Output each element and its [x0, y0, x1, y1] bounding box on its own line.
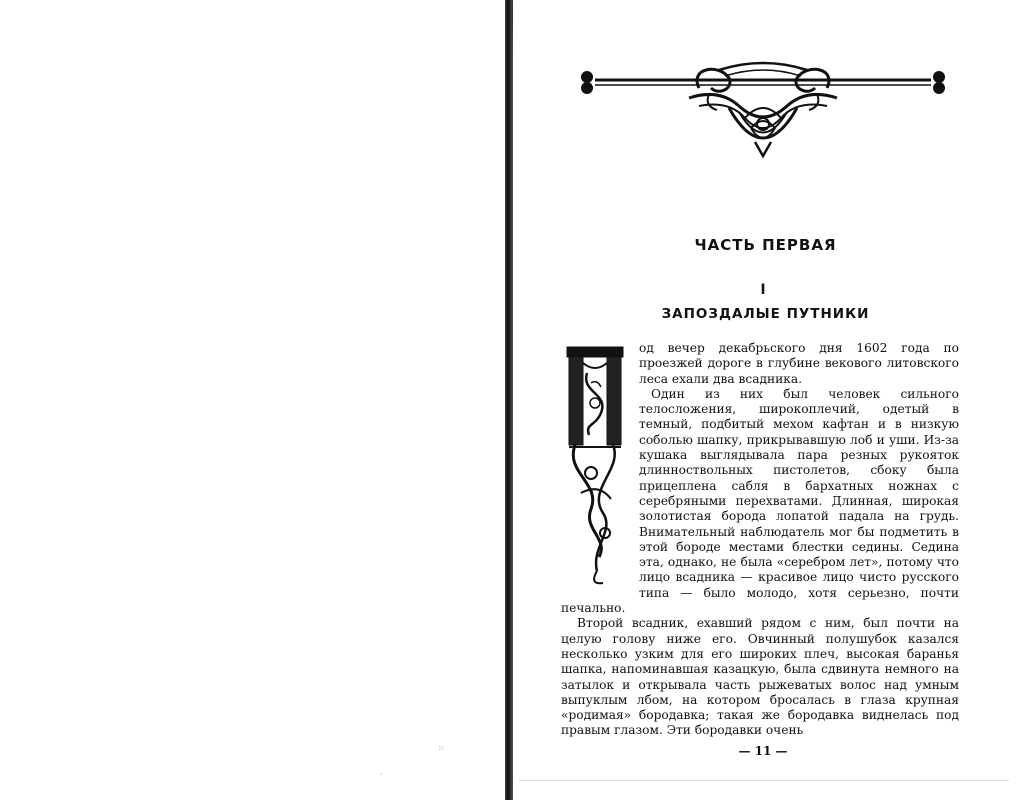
chapter-title: ЗАПОЗДАЛЫЕ ПУТНИКИ: [661, 306, 870, 322]
page-edge: [519, 780, 1009, 781]
right-page: [513, 0, 1022, 800]
page-number: — 11 —: [738, 744, 788, 758]
paragraph: Один из них был человек сильного телосложения, широкоплечий, одетый в темный, подбитый мехом кафтан и в низкую соболью шапку, прикрывавшую лоб и уши. Из-за кушака выглядывала пара резных рукояток длинноствольных пистолетов, сбоку была прицеплена сабля в бархатных ножнах с серебряными перехватами. Длинная, широкая золотистая борода лопатой падала на грудь. Внимательный наблюдатель мог бы подметить в этой бороде местами блестки седины. Седина эта, однако, не была «серебром лет», потому что лицо всадника — красивое лицо чисто русского типа — было молодо, хотя серьезно, почти печально.: [561, 386, 959, 616]
ornamental-initial-letter: [561, 343, 635, 589]
chapter-number: I: [760, 282, 766, 298]
ornamental-headpiece: [579, 58, 947, 160]
paper-speck: ⁙: [438, 744, 445, 753]
book-spine: [505, 0, 513, 800]
paragraph: Второй всадник, ехавший рядом с ним, был почти на целую голову ниже его. Овчинный полушубок казался несколько узким для его широких плеч, высокая баранья шапка, напоминавшая казацкую, была сдвинута немного на затылок и открывала часть рыжеватых волос над умным выпуклым лбом, на котором бросалась в глаза крупная «родимая» бородавка; такая же бородавка виднелась под правым глазом. Эти бородавки очень: [561, 616, 959, 738]
part-title: ЧАСТЬ ПЕРВАЯ: [694, 236, 837, 254]
paper-speck: ·: [380, 770, 383, 779]
left-page-blank: [0, 0, 505, 800]
chapter-text: [561, 341, 959, 739]
paragraph: од вечер декабрьского дня 1602 года по проезжей дороге в глубине векового литовского леса ехали два всадника.: [639, 341, 959, 386]
